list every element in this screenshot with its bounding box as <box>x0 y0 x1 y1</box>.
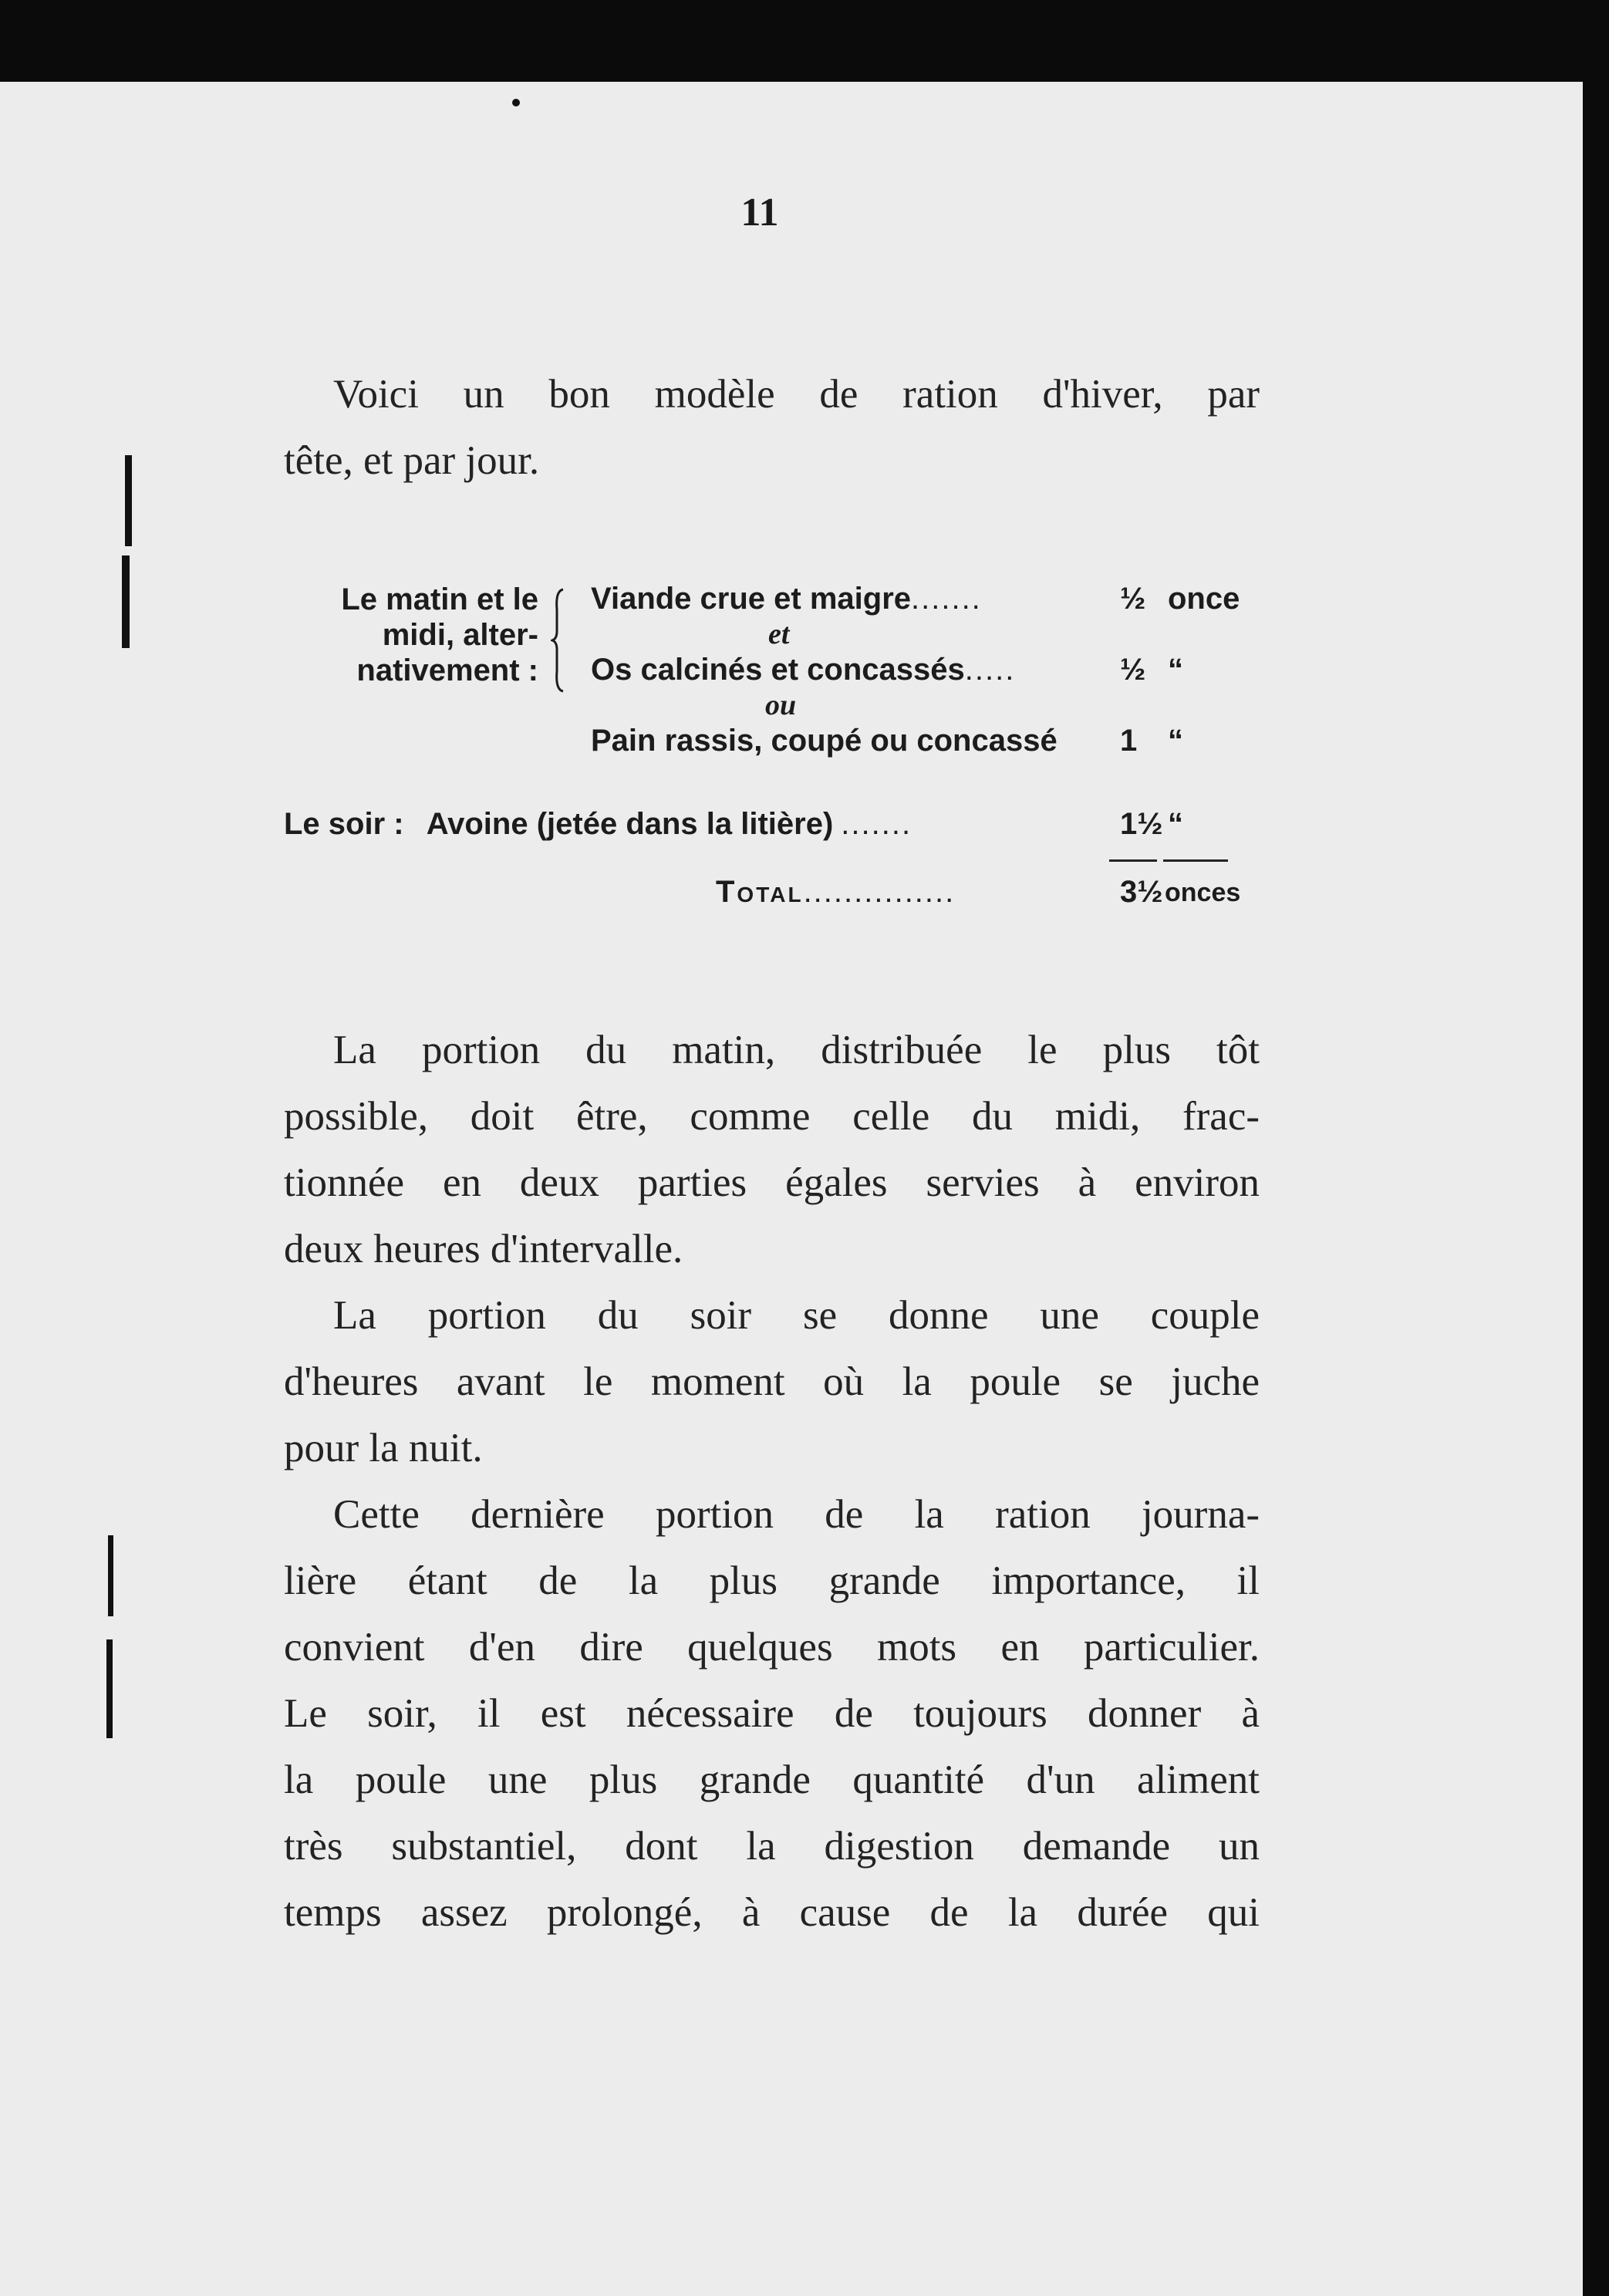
item-name: Viande crue et maigre <box>591 582 911 616</box>
item-unit: once <box>1168 582 1240 616</box>
text-line: la poule une plus grande quantité d'un aliment <box>284 1757 1260 1802</box>
text-line: La portion du matin, distribuée le plus tôt <box>333 1028 1260 1072</box>
leader-dots: ............... <box>803 875 956 909</box>
total-row <box>716 875 955 910</box>
evening-label: Le soir : <box>284 807 404 841</box>
item-name: Pain rassis, coupé ou concassé <box>591 724 1057 758</box>
text-line: tionnée en deux parties égales servies à environ <box>284 1160 1260 1205</box>
scan-mark <box>106 1639 113 1738</box>
evening-row <box>284 807 912 842</box>
leader-dots: ..... <box>964 653 1016 687</box>
item-qty: 1½ <box>1120 807 1163 841</box>
text-line: très substantiel, dont la digestion demande un <box>284 1824 1260 1869</box>
text-line: pour la nuit. <box>284 1426 483 1470</box>
ration-item <box>591 724 1057 758</box>
intro-line: Voici un bon modèle de ration d'hiver, par <box>333 372 1260 417</box>
item-qty: ½ <box>1120 582 1146 616</box>
item-qty: 1 <box>1120 724 1138 758</box>
text-line: lière étant de la plus grande importance, il <box>284 1558 1260 1603</box>
ration-item <box>591 582 982 616</box>
item-name: Avoine (jetée dans la litière) <box>426 807 834 841</box>
sum-rule <box>1163 859 1228 862</box>
page-number: 11 <box>740 191 779 235</box>
connector-et: et <box>768 618 790 650</box>
leader-dots: ....... <box>841 807 912 841</box>
text-line: possible, doit être, comme celle du midi, frac- <box>284 1094 1260 1139</box>
morning-label-line: midi, alter- <box>382 618 538 652</box>
item-name: Os calcinés et concassés <box>591 653 965 687</box>
scan-mark <box>512 99 520 106</box>
item-qty: ½ <box>1120 653 1146 687</box>
leader-dots: ....... <box>911 582 982 616</box>
item-unit: “ <box>1168 724 1183 758</box>
text-line: d'heures avant le moment où la poule se juche <box>284 1359 1260 1404</box>
total-unit: onces <box>1165 878 1241 907</box>
ration-item <box>591 653 1015 687</box>
item-unit: “ <box>1168 807 1183 841</box>
scan-mark <box>122 555 130 648</box>
text-line: La portion du soir se donne une couple <box>333 1293 1260 1338</box>
paragraph-1 <box>284 1017 1260 1282</box>
text-line: deux heures d'intervalle. <box>284 1227 683 1271</box>
paragraph-3 <box>284 1481 1260 1946</box>
morning-label-line: nativement : <box>356 653 538 687</box>
scan-mark <box>125 455 132 546</box>
connector-ou: ou <box>765 689 797 721</box>
morning-label-line: Le matin et le <box>341 582 538 616</box>
ration-table <box>284 582 1260 937</box>
brace-icon <box>551 586 568 694</box>
item-unit: “ <box>1168 653 1183 687</box>
text-line: temps assez prolongé, à cause de la durée qui <box>284 1890 1260 1935</box>
text-line: Cette dernière portion de la ration journa- <box>333 1492 1260 1537</box>
total-label: Total <box>716 875 804 909</box>
sum-rule <box>1109 859 1157 862</box>
text-line: convient d'en dire quelques mots en particulier. <box>284 1625 1260 1670</box>
paragraph-2 <box>284 1282 1260 1481</box>
intro-paragraph <box>284 361 1260 494</box>
total-qty: 3½ <box>1120 875 1163 909</box>
scan-mark <box>108 1535 113 1616</box>
morning-label <box>284 582 538 688</box>
text-line: Le soir, il est nécessaire de toujours donner à <box>284 1691 1260 1736</box>
intro-line: tête, et par jour. <box>284 438 540 483</box>
